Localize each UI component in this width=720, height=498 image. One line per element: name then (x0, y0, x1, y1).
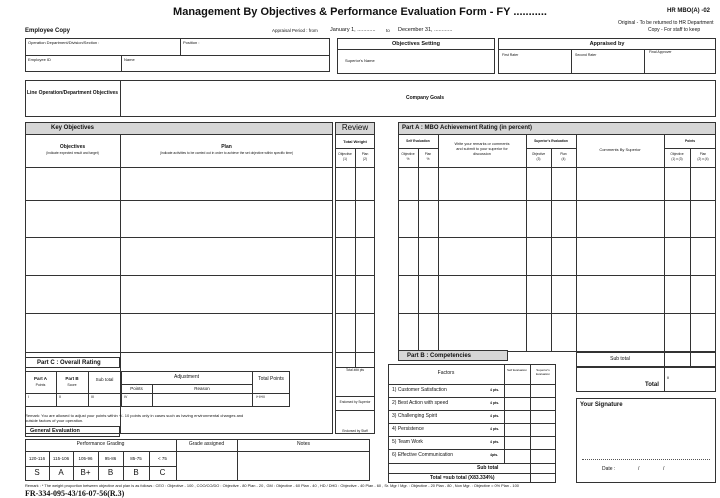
review-title: Review (341, 123, 369, 132)
endorsed-superior-label: Endorsed by Superior (339, 400, 371, 404)
pa-objective-3: Objective (531, 152, 546, 156)
employee-id-label[interactable]: Employee ID (28, 57, 51, 62)
competency-1: 1) Customer Satisfaction (392, 387, 447, 393)
factors-header: Factors (437, 370, 455, 376)
range-2: 105-96 (78, 456, 93, 461)
write-remarks-label: Write your remarks or comments and submit to your superior for discussion (454, 142, 510, 156)
self-eval-label: Self Evaluation (406, 139, 430, 143)
objectives-setting-title: Objectives Setting (392, 41, 440, 47)
total-weight-label: Total Weight (343, 139, 367, 144)
pa-plan-pts-formula: (2) x (4) (697, 157, 709, 161)
objectives-sub: (Indicate expected result and target) (46, 151, 99, 155)
range-5: < 75 (158, 456, 167, 461)
competency-6-pts: 4pts. (490, 453, 499, 457)
range-3: 95-86 (104, 456, 117, 461)
pb-subtotal-label: Sub total (477, 465, 499, 471)
range-1: 115-106 (52, 456, 70, 461)
pa-plan-pct-sym: % (426, 157, 430, 161)
superiors-name-label[interactable]: Superior's Name (345, 58, 375, 63)
part-a-total-row (576, 367, 716, 392)
form-title: Management By Objectives & Performance Evaluation Form - FY ........... (173, 6, 547, 18)
pc-formula: I+II+III (256, 395, 266, 399)
pa-plan-4: Plan (560, 152, 567, 156)
signature-line[interactable] (582, 459, 710, 460)
pa-plan-pts: Plan (699, 152, 707, 156)
objectives-header: Objectives (59, 144, 86, 150)
employee-copy-label: Employee Copy (25, 28, 71, 34)
competency-6: 6) Effective Communication (392, 452, 454, 458)
copy-note: Copy - For staff to keep (648, 27, 701, 33)
superiors-eval-label: Superior's Evaluation (534, 139, 568, 143)
period-from[interactable]: January 1, ............ (330, 27, 376, 33)
original-note: Original - To be returned to HR Department (618, 20, 714, 26)
competency-5-pts: 4 pts. (490, 440, 500, 444)
review-objective-col: Objective (338, 152, 352, 156)
grade-assigned-label: Grade assigned (188, 441, 225, 447)
points-label: Points (684, 139, 696, 143)
part-a-total-label: Total (645, 382, 659, 388)
second-rater-label[interactable]: Second Rater (575, 53, 597, 57)
key-objectives-title: Key Objectives (50, 125, 95, 131)
grade-0: S (34, 468, 40, 477)
pc-score: Score (67, 383, 77, 387)
pa-objective-pts: Objective (670, 152, 684, 156)
range-4: 85-75 (130, 456, 142, 461)
pb-total-formula: Total =sub total (X83.334%) (430, 475, 495, 481)
first-rater-label[interactable]: First Rater (502, 53, 519, 57)
remark-adjust: Remark: You are allowed to adjust your points within +/- 10 points only in cases such as having environmental changes and outside factors of your operation. (25, 413, 244, 424)
competency-5: 5) Team Work (392, 439, 423, 445)
grade-3: B (107, 468, 114, 477)
range-0: 120-116 (28, 456, 46, 461)
pa-plan-pct: Plan (424, 152, 432, 156)
position-label[interactable]: Position : (183, 40, 200, 45)
signature-title: Your Signature (580, 402, 623, 408)
form-code: HR MBO(A) -02 (667, 8, 710, 14)
grade-5: C (159, 468, 166, 477)
comments-by-superior-label: Comments By Superior (599, 147, 641, 152)
part-b-title: Part B : Competencies (407, 353, 472, 359)
competency-3: 3) Challenging Spirit (392, 413, 438, 419)
signature-box (576, 398, 716, 483)
pc-sym-i: I (28, 395, 29, 399)
pc-reason: Reason (194, 386, 210, 391)
date-slash-1: / (638, 466, 640, 472)
pa-objective-3-n: (3) (536, 157, 541, 161)
date-slash-2: / (663, 466, 665, 472)
review-plan-col: Plan (361, 152, 369, 156)
pc-subtotal: Sub total (95, 377, 114, 382)
pc-adj-points: Points (130, 386, 143, 391)
pa-plan-4-n: (4) (561, 157, 566, 161)
competency-2-pts: 4 pts. (490, 401, 500, 405)
appraised-by-title: Appraised by (589, 41, 625, 47)
pb-superiors-eval: Superior's Evaluation (535, 368, 550, 376)
competency-4: 4) Persistence (392, 426, 424, 432)
line-operation-label: Line Operation/Department Objectives (26, 90, 119, 96)
pa-objective-pct: Objective (401, 152, 415, 156)
grade-4: B (133, 468, 139, 477)
part-a-total-symbol: II (667, 375, 670, 380)
pc-total-points: Total Points (258, 376, 284, 382)
total-pts-label: Total ### pts (345, 368, 365, 372)
pc-adjustment: Adjustment (173, 374, 199, 380)
competency-2: 2) Best Action with speed (392, 400, 449, 406)
part-a-title: Part A : MBO Achievement Rating (in percent) (402, 125, 533, 131)
name-label[interactable]: Name (124, 57, 135, 62)
competency-3-pts: 4 pts. (490, 414, 500, 418)
review-plan-n: (2) (362, 157, 368, 161)
plan-sub: (Indicate activities to be carried out in order to achieve the set objective within specific time) (159, 151, 294, 155)
performance-grading-label: Performance Grading (76, 441, 125, 447)
plan-header: Plan (221, 144, 232, 150)
appraisal-period-label: Appraisal Period : from (272, 28, 318, 33)
pa-objective-pct-sym: % (406, 157, 410, 161)
remark-footer: Remark : * The weight proportion between objective and plan is as follows : CEO : Objective - 100 , COO/CO/DO : Objective - 80 Plan - 20 , GM : Objective - 60 Plan - 40 , HD / DHD : Objective - 40 Plan - 60 , Sr. Mgr / Mgr. : Objective - 20 Plan - 80 , Non Mgr. : Objective = 0% Plan - 100 (25, 484, 519, 488)
pa-objective-pts-formula: (1) x (3) (671, 157, 683, 161)
period-to[interactable]: December 31, ............ (398, 27, 453, 33)
notes-label: Notes (296, 441, 311, 447)
part-a-subtotal-label: Sub total (610, 356, 630, 362)
company-goals-label: Company Goals (406, 95, 445, 101)
competency-1-pts: 4 pts. (490, 388, 500, 392)
part-c-title: Part C : Overall Rating (37, 360, 101, 366)
footer-code: FR-334-095-43/16-07-56(R.3) (25, 489, 125, 498)
pb-self-eval: Self Evaluation (506, 368, 527, 372)
endorsed-staff-label: Endorsed by Staff (342, 429, 368, 433)
operation-dept-label[interactable]: Operation Department/Division/Section : (28, 40, 100, 45)
goals-box (25, 80, 716, 117)
final-approver-label[interactable]: Final Approver (649, 50, 672, 54)
period-to-label: to (386, 28, 390, 33)
pc-sym-iv: IV (124, 395, 128, 399)
grade-1: A (58, 468, 64, 477)
pc-points: Points (35, 383, 46, 387)
grade-2: B+ (80, 468, 91, 477)
pc-sym-iii: III (91, 395, 94, 399)
date-label: Date : (602, 466, 616, 472)
review-objective-n: (1) (342, 157, 348, 161)
pc-part-b: Part B (65, 376, 79, 381)
general-eval-title: General Evaluation (30, 428, 80, 434)
competency-4-pts: 4 pts. (490, 427, 500, 431)
pc-part-a: Part A (33, 376, 48, 381)
pc-sym-ii: II (59, 395, 61, 399)
